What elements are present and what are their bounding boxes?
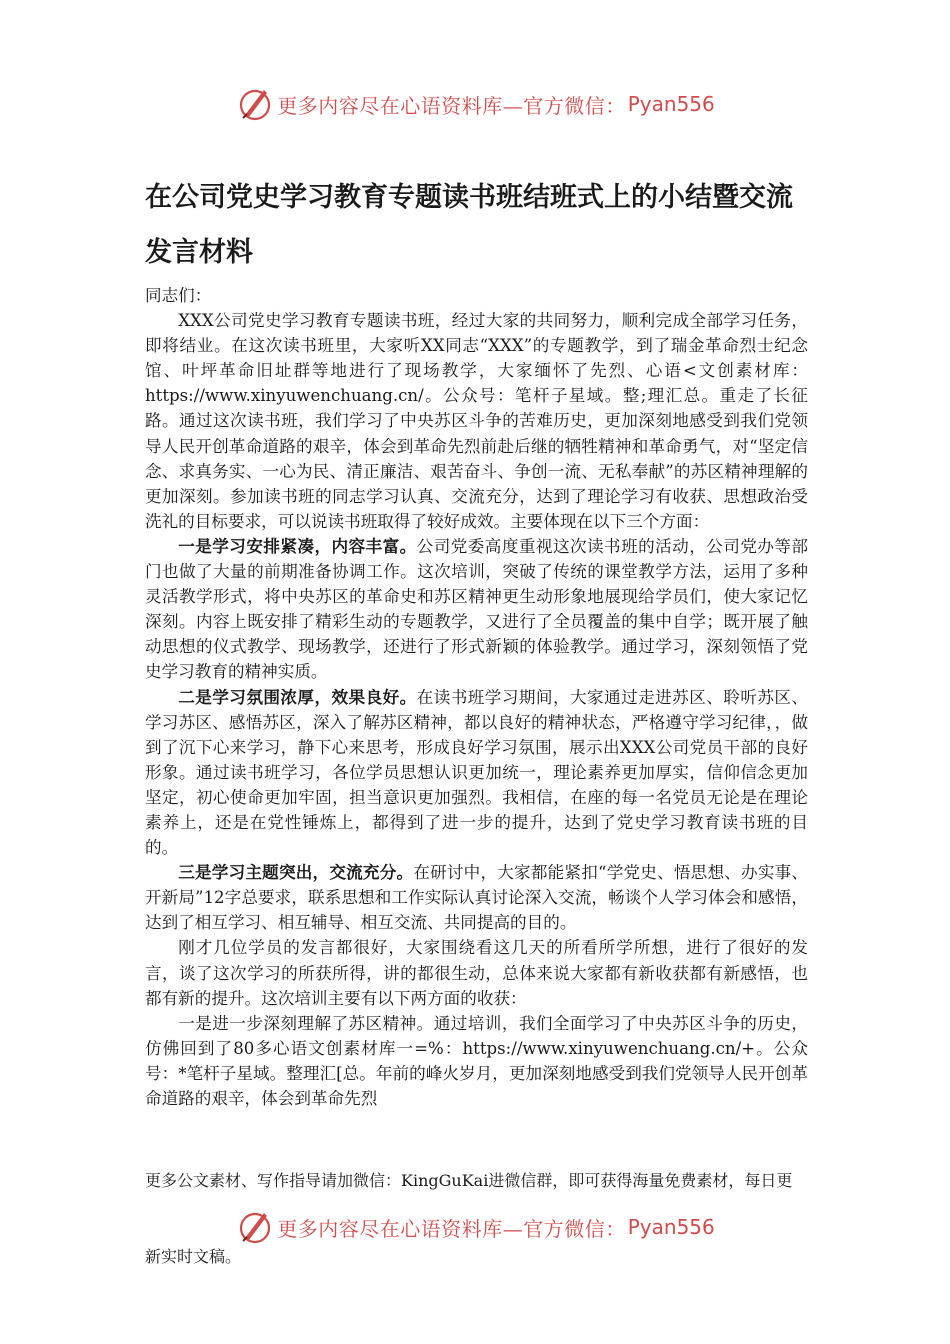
- quill-pen-circle-logo: [235, 1207, 275, 1247]
- footer-note-tail: 新实时文稿。: [145, 1247, 242, 1266]
- quill-pen-circle-logo: [235, 84, 275, 124]
- watermark-banner-bottom: [0, 1205, 950, 1249]
- paragraph: [145, 534, 808, 685]
- paragraph-lead: 二是学习氛围浓厚，效果良好。: [178, 687, 417, 707]
- paragraph: [145, 308, 808, 534]
- paragraph: [145, 685, 808, 861]
- paragraph-text: 刚才几位学员的发言都很好，大家围绕看这几天的所看所学所想，进行了很好的发言，谈了这次学习的所获所得，讲的都很生动，总体来说大家都有新收获都有新感悟，也都有新的提升。这次培训主要有以下两方面的收获：: [145, 938, 808, 1008]
- paragraph-text: XXX公司党史学习教育专题读书班，经过大家的共同努力，顺利完成全部学习任务，即将结业。在这次读书班里，大家听XX同志“XXX”的专题教学，到了瑞金革命烈士纪念馆、叶坪革命旧址群等地进行了现场教学，大家缅怀了先烈、心语<文创素材库：https://www.xinyuwenchuang.cn/。公众号：笔杆子星域。整;理汇总。重走了长征路。通过这次读书班，我们学习了中央苏区斗争的苦难历史，更加深刻地感受到我们党领导人民开创革命道路的艰辛，体会到革命先烈前赴后继的牺牲精神和革命勇气，对“坚定信念、求真务实、一心为民、清正廉洁、艰苦奋斗、争创一流、无私奉献”的苏区精神理解的更加深刻。参加读书班的同志学习认真、交流充分，达到了理论学习有收获、思想政治受洗礼的目标要求，可以说读书班取得了较好成效。主要体现在以下三个方面：: [145, 311, 808, 531]
- watermark-account: Pyan556: [627, 1215, 715, 1239]
- paragraph-text: 公司党委高度重视这次读书班的活动，公司党办等部门也做了大量的前期准备协调工作。这次培训，突破了传统的课堂教学方法，运用了多种灵活教学形式，将中央苏区的革命史和苏区精神更生动形象地展现给学员们，使大家记忆深刻。内容上既安排了精彩生动的专题教学，又进行了全员覆盖的集中自学；既开展了触动思想的仪式教学、现场教学，还进行了形式新颖的体验教学。通过学习，深刻领悟了党史学习教育的精神实质。: [145, 536, 809, 682]
- watermark-text: 更多内容尽在心语资料库—官方微信：: [277, 1216, 626, 1241]
- paragraph: [145, 1011, 808, 1111]
- watermark-banner-top: [0, 82, 950, 126]
- watermark-account: Pyan556: [627, 92, 715, 116]
- document-body: [145, 283, 808, 1111]
- paragraph-text: 在研讨中，大家都能紧扣“学党史、悟思想、办实事、开新局”12字总要求，联系思想和工作实际认真讨论深入交流，畅谈个人学习体会和感悟，达到了相互学习、相互辅导、相互交流、共同提高的目的。: [145, 863, 809, 933]
- salutation: 同志们：: [145, 286, 212, 305]
- paragraph: [145, 935, 808, 1010]
- footer-note: 更多公文素材、写作指导请加微信：KingGuKai进微信群，即可获得海量免费素材，每日更: [145, 1171, 793, 1190]
- paragraph-lead: 三是学习主题突出，交流充分。: [178, 863, 414, 883]
- paragraph: [145, 860, 808, 935]
- document-title: 在公司党史学习教育专题读书班结班式上的小结暨交流发言材料: [145, 182, 793, 268]
- paragraph-text: 在读书班学习期间，大家通过走进苏区、聆听苏区、学习苏区、感悟苏区，深入了解苏区精神，都以良好的精神状态，严格遵守学习纪律，，做到了沉下心来学习，静下心来思考，形成良好学习氛围，展示出XXX公司党员干部的良好形象。通过读书班学习，各位学员思想认识更加统一，理论素养更加厚实，信仰信念更加坚定，初心使命更加牢固，担当意识更加强烈。我相信，在座的每一名党员无论是在理论素养上，还是在党性锤炼上，都得到了进一步的提升，达到了党史学习教育读书班的目的。: [145, 687, 809, 858]
- watermark-text: 更多内容尽在心语资料库—官方微信：: [277, 93, 626, 118]
- paragraph-lead: 一是学习安排紧凑，内容丰富。: [178, 536, 417, 556]
- paragraph-text: 一是进一步深刻理解了苏区精神。通过培训，我们全面学习了中央苏区斗争的历史，仿佛回到了80多心语文创素材库一=%：https://www.xinyuwenchuang.cn/+。公众号：*笔杆子星域。整理汇[总。年前的峰火岁月，更加深刻地感受到我们党领导人民开创革命道路的艰辛，体会到革命先烈: [145, 1013, 808, 1108]
